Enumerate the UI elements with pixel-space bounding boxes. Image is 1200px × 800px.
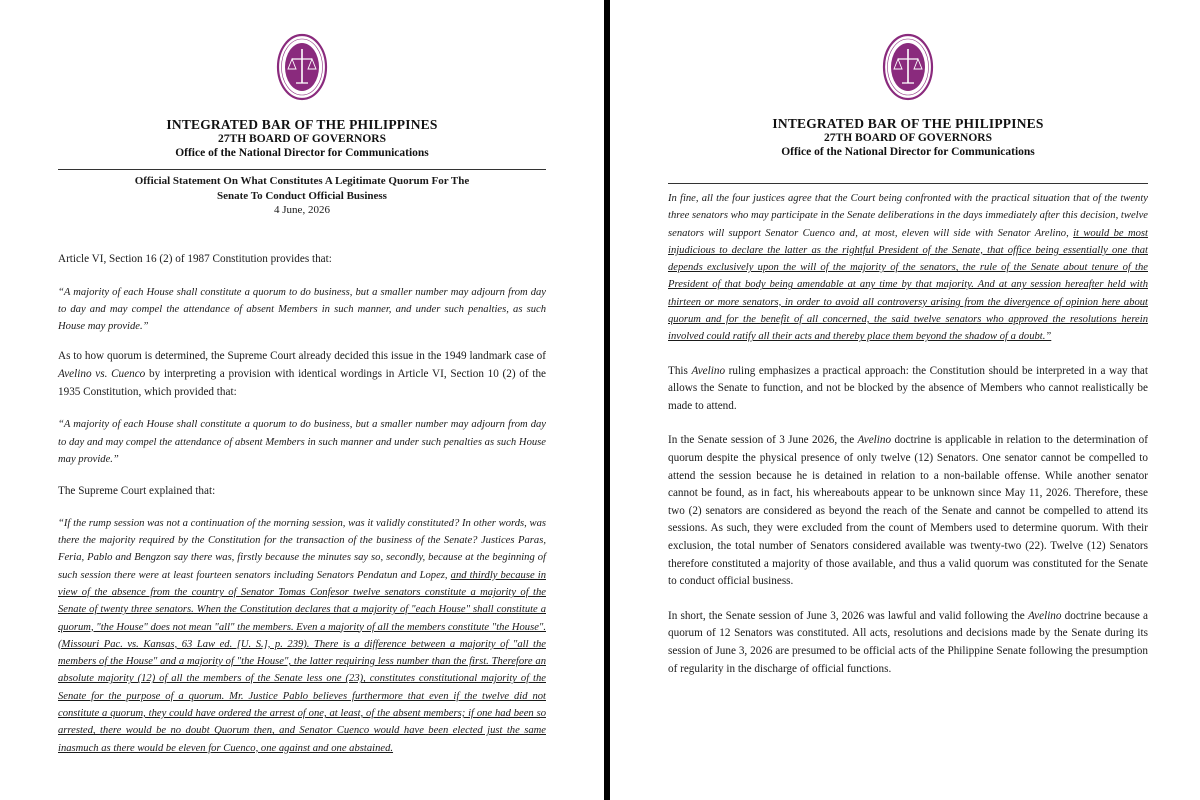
quote-supreme-court-ruling: “If the rump session was not a continuation of the morning session, was it validly constituted? In other words, was there the majority required by the Constitution for the transaction of the business of the Senate? Justices Paras, Feria, Pablo and Bengzon say there was, firstly because the minutes say so, secondly, because at the beginning of such session there were at least fourteen senators including Senators Pendatun and Lopez, and thirdly because in view of the absence from the country of Senator Tomas Confesor twelve senators constitute a majority of the Senate of twenty three senators. When the Constitution declares that a majority of "each House" shall constitute a quorum, "the House" does not mean "all" the members. Even a majority of all the members constitute "the House". (Missouri Pac. vs. Kansas, 63 Law ed. [U. S.], p. 239). There is a difference between a majority of "all the members of the House" and a majority of "the House", the latter requiring less number than the first. Therefore an absolute majority (12) of all the members of the Senate less one (23), constitutes constitutional majority of the Senate for the purpose of a quorum. Mr. Justice Pablo believes furthermore that even if the twelve did not constitute a quorum, they could have ordered the arrest of one, at least, of the absent members; if one had been so arrested, there would be no doubt Quorum then, and Senator Cuenco would have been elected just the same inasmuch as there would be eleven for Cuenco, one against and one abstained.: [58, 517, 546, 754]
paragraph-constitution-intro: Article VI, Section 16 (2) of 1987 Constitution provides that:: [58, 253, 332, 265]
paragraph-senate-session: In the Senate session of 3 June 2026, the Avelino doctrine is applicable in relation to the determination of quorum despite the physical presence of only twelve (12) Senators. One senator cannot be compelled to attend the session because he is detained in relation to a non-bailable offense. While another senator cannot be found, as in fact, his whereabouts appear to be unknown since May 11, 2026. Therefore, these two (2) senators are considered as beyond the reach of the Senate and cannot be compelled to attend its sessions. As such, they were excluded from the count of Members used to determine quorum. With their exclusion, the total number of Senators considered available was twenty-two (22). Twelve (12) Senators therefore constituted a majority of those available, and thus a valid quorum was constituted for the Senate to conduct official business.: [668, 434, 1149, 588]
quote-1935-constitution: “A majority of each House shall constitute a quorum to do business, but a smaller number may adjourn from day to day and may compel the attendance of absent Members in such manner and under such penalties as such House may provide.”: [58, 419, 546, 465]
document-page-right: [610, 0, 1200, 800]
organization-name: INTEGRATED BAR OF THE PHILIPPINES: [166, 117, 438, 132]
header-divider: [58, 169, 546, 170]
organization-name: INTEGRATED BAR OF THE PHILIPPINES: [772, 116, 1044, 131]
board-name: 27TH BOARD OF GOVERNORS: [218, 133, 386, 145]
paragraph-avelino-case: As to how quorum is determined, the Supreme Court already decided this issue in the 1949 landmark case of Avelino vs. Cuenco by interpreting a provision with identical wordings in Article VI, Section 10 (2) of the 1935 Constitution, which provided that:: [58, 350, 546, 398]
quote-ruling-continued: In fine, all the four justices agree that the Court being confronted with the practical situation that of the twenty three senators who may participate in the Senate deliberations in the days immediately after this decision, twelve senators will support Senator Cuenco and, at most, eleven will side with Senator Arelino, it would be most injudicious to declare the latter as the rightful President of the Senate, that office being essentially one that depends exclusively upon the will of the majority of the senators, the rule of the Senate about tenure of the President of that body being amendable at any time by that majority. And at any session hereafter held with thirteen or more senators, in order to avoid all controversy arising from the divergence of opinion here about quorum and for the benefit of all concerned, the said twelve senators who approved the resolutions herein involved could ratify all their acts and thereby place them beyond the shadow of a doubt.”: [668, 193, 1148, 343]
board-name: 27TH BOARD OF GOVERNORS: [824, 132, 992, 144]
paragraph-conclusion: In short, the Senate session of June 3, 2026 was lawful and valid following the Avelino doctrine because a quorum of 12 Senators was constituted. All acts, resolutions and decisions made by the Senate during its session of June 3, 2026 are presumed to be official acts of the Philippine Senate following the presumption of regularity in the discharge of official functions.: [668, 609, 1148, 675]
office-name: Office of the National Director for Communications: [781, 146, 1035, 158]
ibp-seal-logo: [276, 33, 328, 101]
header-divider: [668, 183, 1148, 184]
letterhead: [668, 116, 1148, 159]
paragraph-court-explained: The Supreme Court explained that:: [58, 485, 216, 498]
paragraph-practical-approach: This Avelino ruling emphasizes a practical approach: the Constitution should be interpreted in a way that allows the Senate to function, and not be blocked by the absence of Members who cannot realistically be made to attend.: [668, 364, 1149, 412]
statement-date: 4 June, 2026: [274, 204, 330, 216]
office-name: Office of the National Director for Communications: [175, 147, 429, 159]
letterhead: [58, 117, 546, 160]
statement-title: Official Statement On What Constitutes A Legitimate Quorum For The Senate To Conduct Official Business: [134, 175, 470, 202]
quote-1987-constitution: “A majority of each House shall constitute a quorum to do business, but a smaller number may adjourn from day to day and may compel the attendance of absent Members in such manner, and under such penalties, as such House may provide.”: [58, 286, 546, 333]
ibp-seal-logo: [882, 33, 934, 101]
